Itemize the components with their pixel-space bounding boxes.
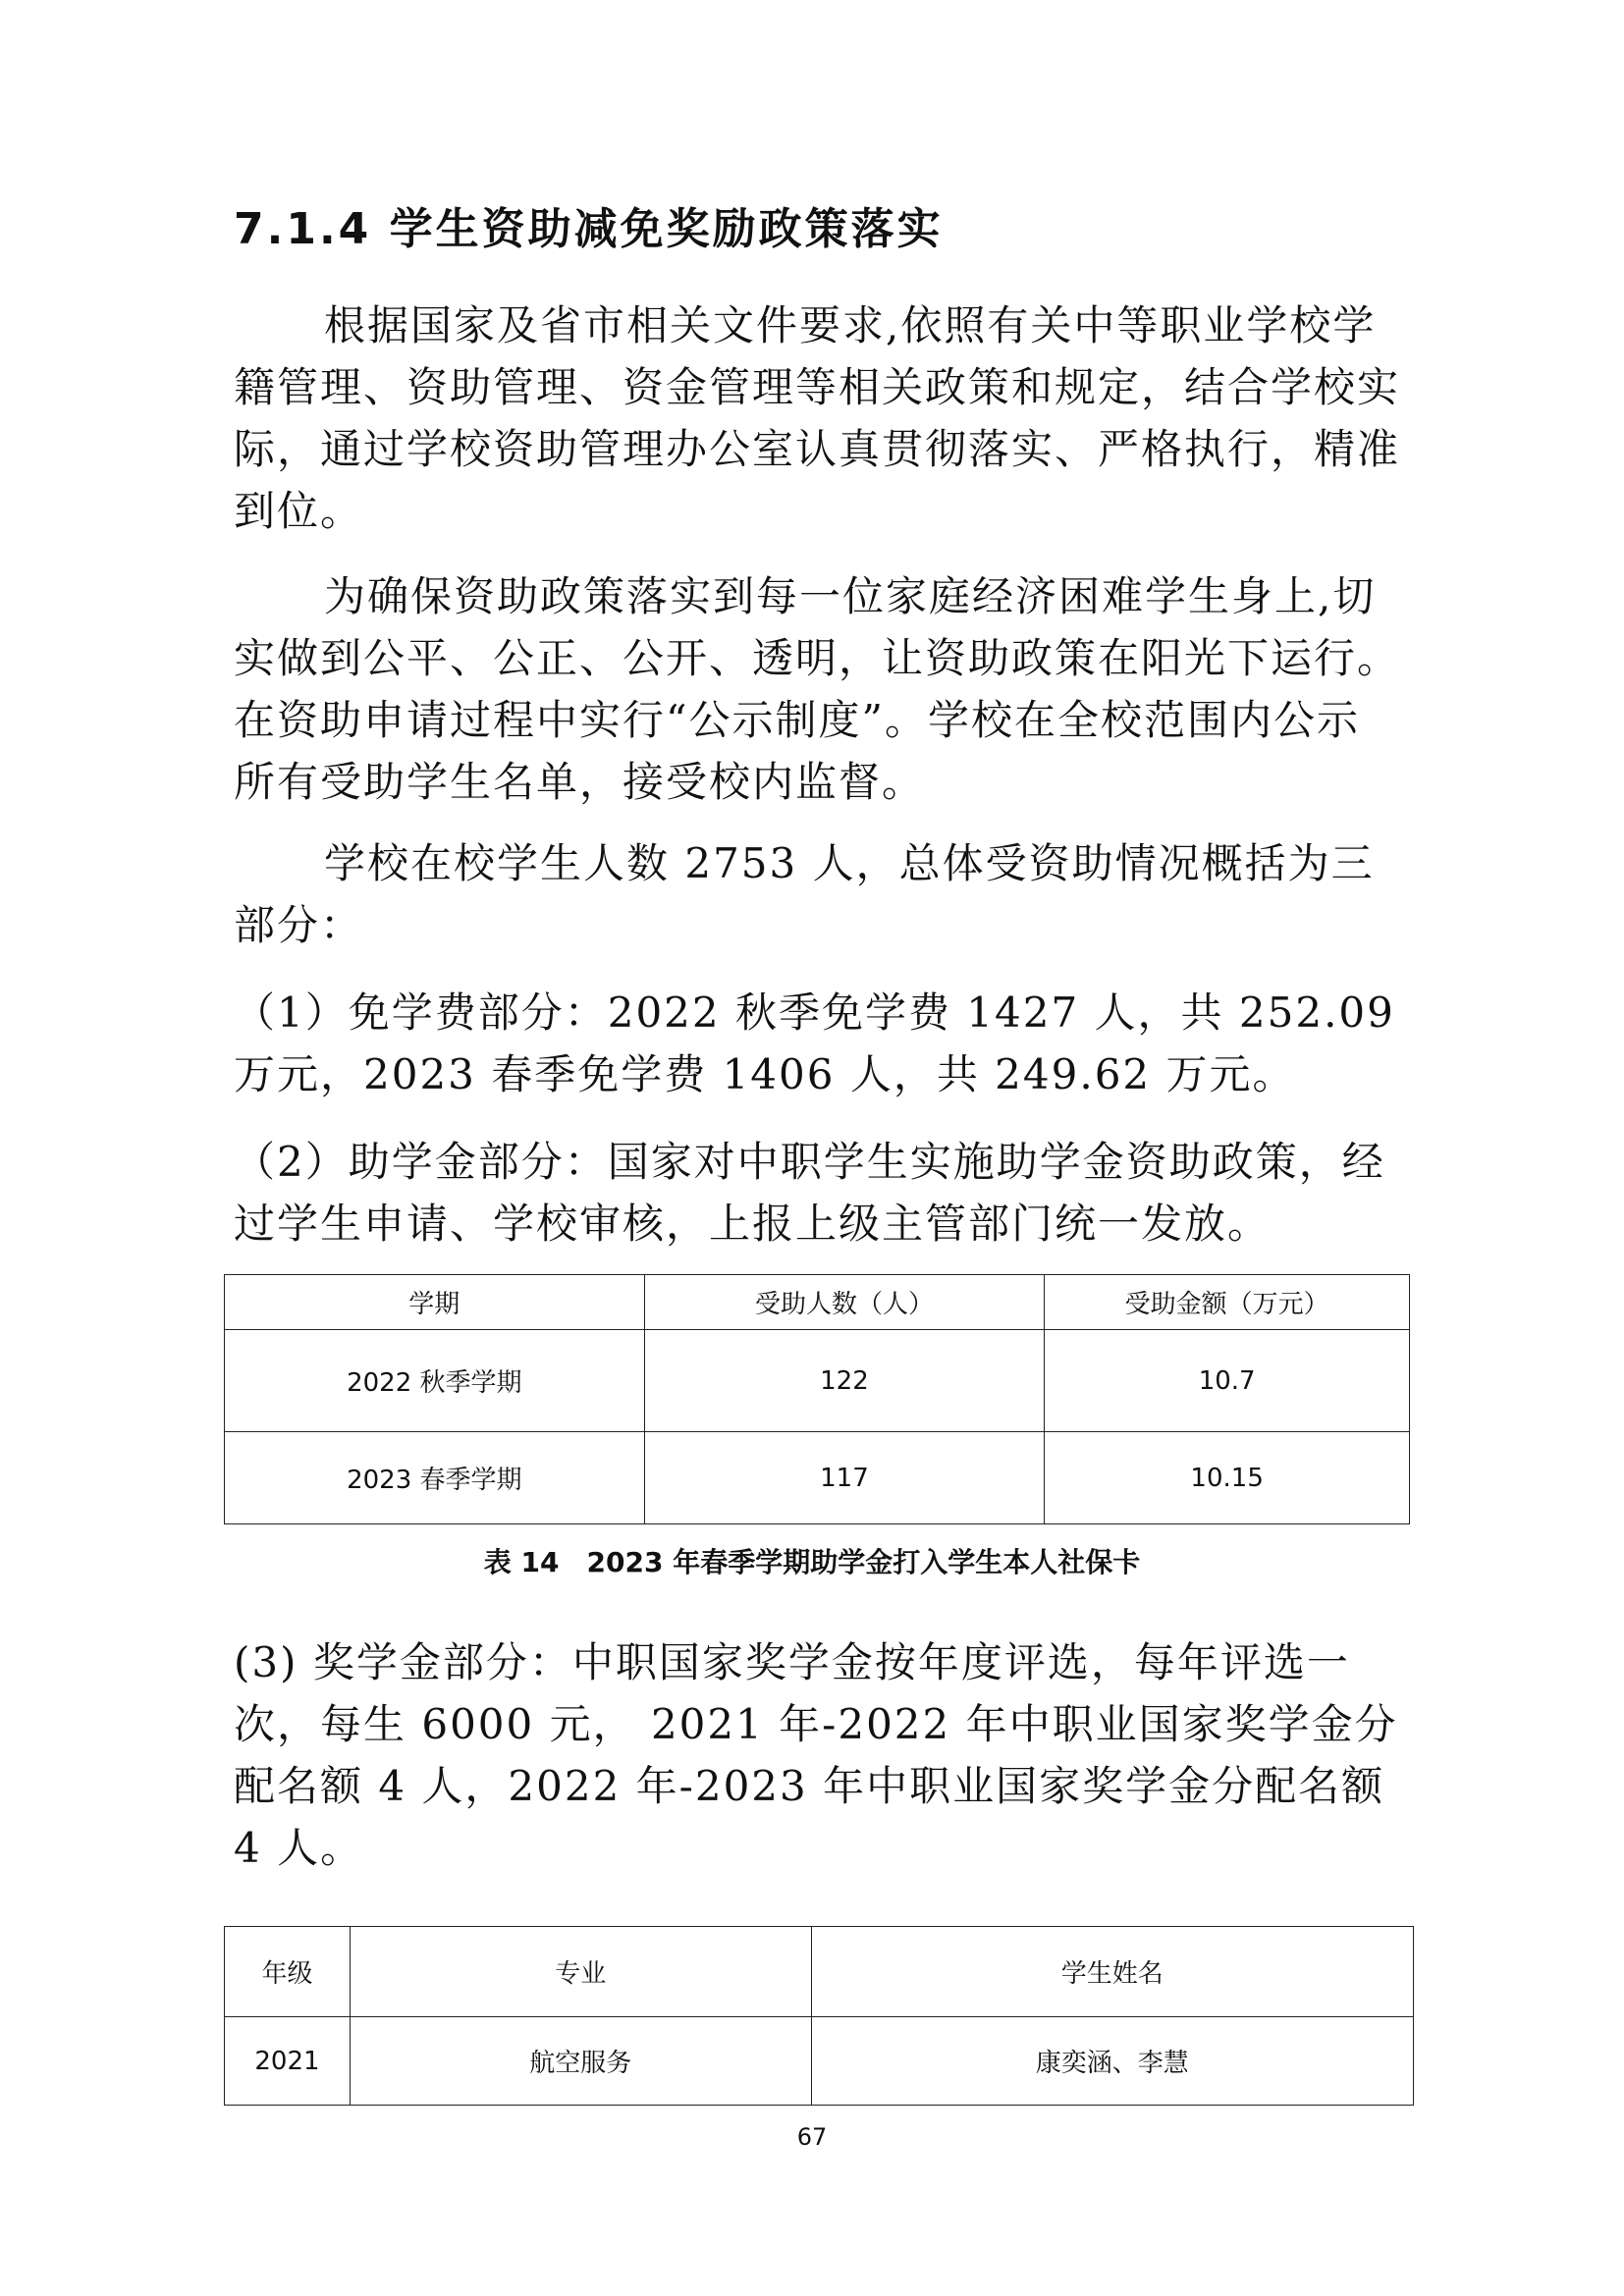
table-header-cell: 受助金额（万元） bbox=[1045, 1275, 1410, 1330]
table-row bbox=[225, 1330, 1410, 1432]
table-header-cell: 学期 bbox=[225, 1275, 645, 1330]
table-header-row bbox=[225, 1927, 1414, 2017]
page-number: 67 bbox=[796, 2123, 828, 2151]
paragraph-fairness: 为确保资助政策落实到每一位家庭经济困难学生身上,切实做到公平、公正、公开、透明，让资助政策在阳光下运行。在资助申请过程中实行“公示制度”。学校在全校范围内公示所有受助学生名单，接受校内监督。 bbox=[234, 572, 1401, 806]
table-caption: 表 14 2023 年春季学期助学金打入学生本人社保卡 bbox=[483, 1546, 1141, 1578]
table-cell: 10.7 bbox=[1045, 1330, 1410, 1432]
paragraph-student-count: 学校在校学生人数 2753 人，总体受资助情况概括为三部分： bbox=[234, 839, 1375, 949]
table-cell: 2021 bbox=[225, 2017, 351, 2106]
paragraph-tuition-waiver: （1）免学费部分：2022 秋季免学费 1427 人，共 252.09 万元，2023 春季免学费 1406 人，共 249.62 万元。 bbox=[234, 988, 1395, 1098]
section-heading: 7.1.4 学生资助减免奖励政策落实 bbox=[234, 204, 944, 254]
table-cell: 10.15 bbox=[1045, 1432, 1410, 1524]
scholarship-table bbox=[224, 1926, 1414, 2106]
table-cell: 122 bbox=[644, 1330, 1045, 1432]
table-row bbox=[225, 1432, 1410, 1524]
grant-table bbox=[224, 1274, 1410, 1524]
table-cell: 2022 秋季学期 bbox=[225, 1330, 645, 1432]
table-header-cell: 专业 bbox=[350, 1927, 811, 2017]
table-cell: 117 bbox=[644, 1432, 1045, 1524]
table-header-cell: 学生姓名 bbox=[811, 1927, 1413, 2017]
paragraph-scholarship: (3) 奖学金部分：中职国家奖学金按年度评选，每年评选一次，每生 6000 元， 2021 年-2022 年中职业国家奖学金分配名额 4 人，2022 年-2023 年中职业国家奖学金分配名额 4 人。 bbox=[234, 1638, 1398, 1872]
paragraph-policy-basis: 根据国家及省市相关文件要求,依照有关中等职业学校学籍管理、资助管理、资金管理等相关政策和规定，结合学校实际，通过学校资助管理办公室认真贯彻落实、严格执行，精准到位。 bbox=[234, 301, 1401, 535]
table-cell: 2023 春季学期 bbox=[225, 1432, 645, 1524]
paragraph-grant: （2）助学金部分：国家对中职学生实施助学金资助政策，经过学生申请、学校审核，上报上级主管部门统一发放。 bbox=[234, 1138, 1385, 1248]
table-cell: 康奕涵、李慧 bbox=[811, 2017, 1413, 2106]
table-header-cell: 年级 bbox=[225, 1927, 351, 2017]
table-row bbox=[225, 2017, 1414, 2106]
table-header-cell: 受助人数（人） bbox=[644, 1275, 1045, 1330]
table-cell: 航空服务 bbox=[350, 2017, 811, 2106]
table-header-row bbox=[225, 1275, 1410, 1330]
